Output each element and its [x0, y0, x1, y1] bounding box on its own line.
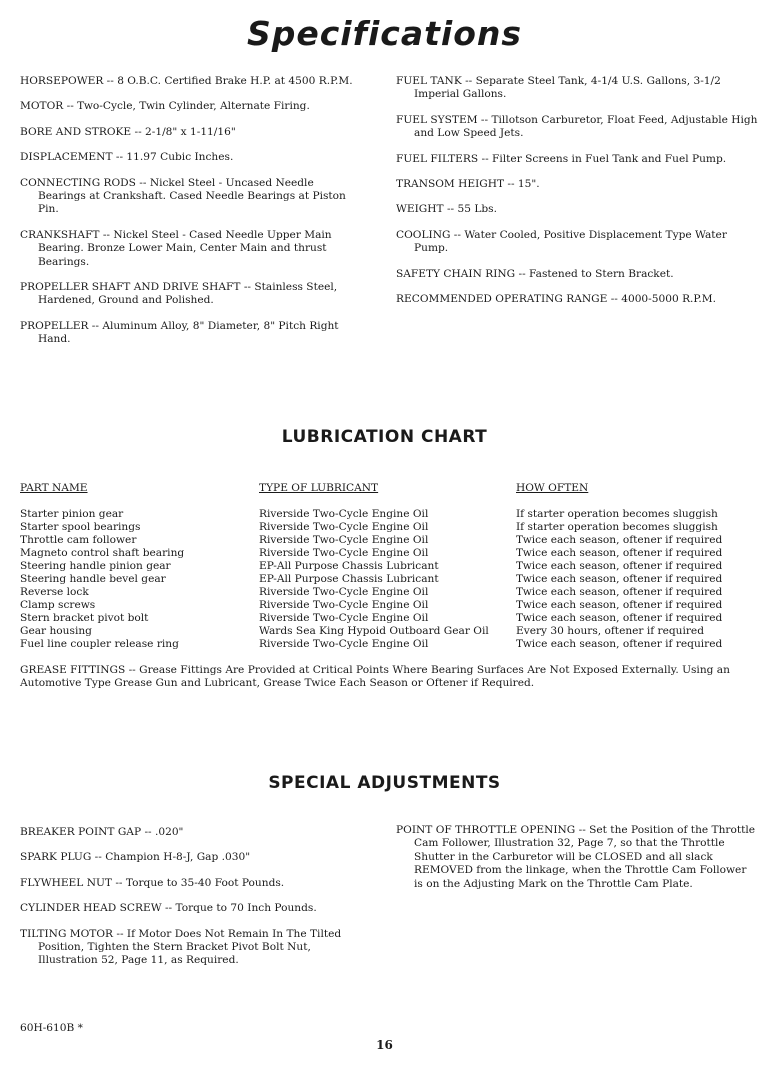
- table-cell: Riverside Two-Cycle Engine Oil: [259, 599, 429, 611]
- spec-fuel-filters: FUEL FILTERS -- Filter Screens in Fuel Tank and Fuel Pump.: [396, 152, 727, 165]
- table-cell: Starter pinion gear: [20, 508, 124, 520]
- adjust-tilting-motor: TILTING MOTOR -- If Motor Does Not Remain In The Tilted Position, Tighten the Stern Bracket Pivot Bolt Nut, Illustration 52, Page 11, as Required.: [20, 927, 342, 967]
- table-cell: Wards Sea King Hypoid Outboard Gear Oil: [259, 625, 489, 637]
- grease-fittings-note: GREASE FITTINGS -- Grease Fittings Are Provided at Critical Points Where Bearing Surfaces Are Not Exposed Externally. Using an Automotive Type Grease Gun and Lubricant, Grease Twice Each Season or Oftener if Required.: [20, 664, 730, 690]
- spec-connecting-rods: CONNECTING RODS -- Nickel Steel - Uncased Needle Bearings at Crankshaft. Cased Needle Bearings at Piston Pin.: [20, 176, 346, 216]
- table-cell: Riverside Two-Cycle Engine Oil: [259, 547, 429, 559]
- table-cell: Every 30 hours, oftener if required: [516, 625, 704, 637]
- table-cell: Steering handle pinion gear: [20, 560, 171, 572]
- lubrication-frequency-column: [516, 508, 722, 651]
- spec-motor: MOTOR -- Two-Cycle, Twin Cylinder, Alternate Firing.: [20, 100, 310, 113]
- lubrication-type-column: [259, 508, 489, 651]
- lubrication-heading: LUBRICATION CHART: [281, 427, 488, 447]
- page-number: 16: [376, 1038, 393, 1052]
- table-cell: Twice each season, oftener if required: [516, 547, 723, 559]
- adjust-cylinder-head: CYLINDER HEAD SCREW -- Torque to 70 Inch Pounds.: [20, 902, 317, 915]
- table-cell: Riverside Two-Cycle Engine Oil: [259, 508, 429, 520]
- table-cell: Twice each season, oftener if required: [516, 612, 723, 624]
- table-cell: EP-All Purpose Chassis Lubricant: [259, 560, 439, 572]
- adjustments-heading: SPECIAL ADJUSTMENTS: [268, 773, 501, 793]
- page-title: Specifications: [246, 14, 523, 53]
- spec-horsepower: HORSEPOWER -- 8 O.B.C. Certified Brake H.P. at 4500 R.P.M.: [20, 75, 353, 87]
- spec-bore-stroke: BORE AND STROKE -- 2-1/8" x 1-11/16": [20, 125, 236, 138]
- spec-operating-range: RECOMMENDED OPERATING RANGE -- 4000-5000 R.P.M.: [396, 293, 716, 306]
- spec-displacement: DISPLACEMENT -- 11.97 Cubic Inches.: [20, 151, 234, 164]
- spec-fuel-system: FUEL SYSTEM -- Tillotson Carburetor, Float Feed, Adjustable High and Low Speed Jets.: [396, 113, 758, 140]
- adjust-flywheel-nut: FLYWHEEL NUT -- Torque to 35-40 Foot Pounds.: [20, 876, 285, 889]
- table-cell: EP-All Purpose Chassis Lubricant: [259, 573, 439, 585]
- header-lubricant-type: TYPE OF LUBRICANT: [259, 482, 379, 494]
- specs-right-column: [396, 75, 758, 318]
- table-cell: Magneto control shaft bearing: [20, 547, 185, 559]
- table-cell: Clamp screws: [20, 599, 96, 611]
- table-cell: Twice each season, oftener if required: [516, 638, 723, 650]
- header-how-often: HOW OFTEN: [516, 482, 589, 494]
- table-cell: Reverse lock: [20, 586, 89, 598]
- adjust-breaker-gap: BREAKER POINT GAP -- .020": [20, 826, 184, 838]
- adjustments-left-column: [20, 826, 360, 980]
- table-cell: Stern bracket pivot bolt: [20, 612, 149, 624]
- adjust-spark-plug: SPARK PLUG -- Champion H-8-J, Gap .030": [20, 851, 251, 864]
- table-cell: Riverside Two-Cycle Engine Oil: [259, 521, 429, 533]
- table-cell: Twice each season, oftener if required: [516, 560, 723, 572]
- table-cell: Gear housing: [20, 625, 92, 637]
- table-cell: Twice each season, oftener if required: [516, 586, 723, 598]
- lubrication-part-column: [20, 508, 184, 651]
- spec-crankshaft: CRANKSHAFT -- Nickel Steel - Cased Needle Upper Main Bearing. Bronze Lower Main, Center Main and thrust Bearings.: [20, 228, 332, 268]
- footer-code: 60H-610B *: [20, 1022, 83, 1034]
- table-cell: Riverside Two-Cycle Engine Oil: [259, 534, 429, 546]
- spec-fuel-tank: FUEL TANK -- Separate Steel Tank, 4-1/4 U.S. Gallons, 3-1/2 Imperial Gallons.: [396, 75, 721, 101]
- table-cell: Twice each season, oftener if required: [516, 534, 723, 546]
- header-part-name: PART NAME: [20, 482, 88, 494]
- adjust-throttle-opening: POINT OF THROTTLE OPENING -- Set the Position of the Throttle Cam Follower, Illustration 32, Page 7, so that the Throttle Shutter in the Carburetor will be CLOSED and all slack REMOVED from the linkage, when the Throttle Cam Follower is on the Adjusting Mark on the Throttle Cam Plate.: [396, 824, 756, 890]
- spec-shafts: PROPELLER SHAFT AND DRIVE SHAFT -- Stainless Steel, Hardened, Ground and Polished.: [20, 281, 338, 307]
- spec-cooling: COOLING -- Water Cooled, Positive Displacement Type Water Pump.: [396, 228, 727, 255]
- table-cell: Fuel line coupler release ring: [20, 638, 179, 650]
- table-cell: Twice each season, oftener if required: [516, 573, 723, 585]
- table-cell: If starter operation becomes sluggish: [516, 521, 718, 533]
- spec-propeller: PROPELLER -- Aluminum Alloy, 8" Diameter, 8" Pitch Right Hand.: [20, 319, 339, 346]
- table-cell: Twice each season, oftener if required: [516, 599, 723, 611]
- table-cell: Steering handle bevel gear: [20, 573, 166, 585]
- spec-transom-height: TRANSOM HEIGHT -- 15".: [396, 178, 540, 191]
- table-cell: If starter operation becomes sluggish: [516, 508, 718, 520]
- table-cell: Starter spool bearings: [20, 521, 141, 533]
- table-cell: Riverside Two-Cycle Engine Oil: [259, 638, 429, 650]
- specs-left-column: [20, 75, 360, 359]
- table-cell: Riverside Two-Cycle Engine Oil: [259, 612, 429, 624]
- table-cell: Throttle cam follower: [20, 534, 137, 546]
- spec-safety-chain: SAFETY CHAIN RING -- Fastened to Stern Bracket.: [396, 267, 674, 280]
- table-cell: Riverside Two-Cycle Engine Oil: [259, 586, 429, 598]
- adjustments-right-column: [396, 824, 758, 903]
- spec-weight: WEIGHT -- 55 Lbs.: [396, 203, 497, 216]
